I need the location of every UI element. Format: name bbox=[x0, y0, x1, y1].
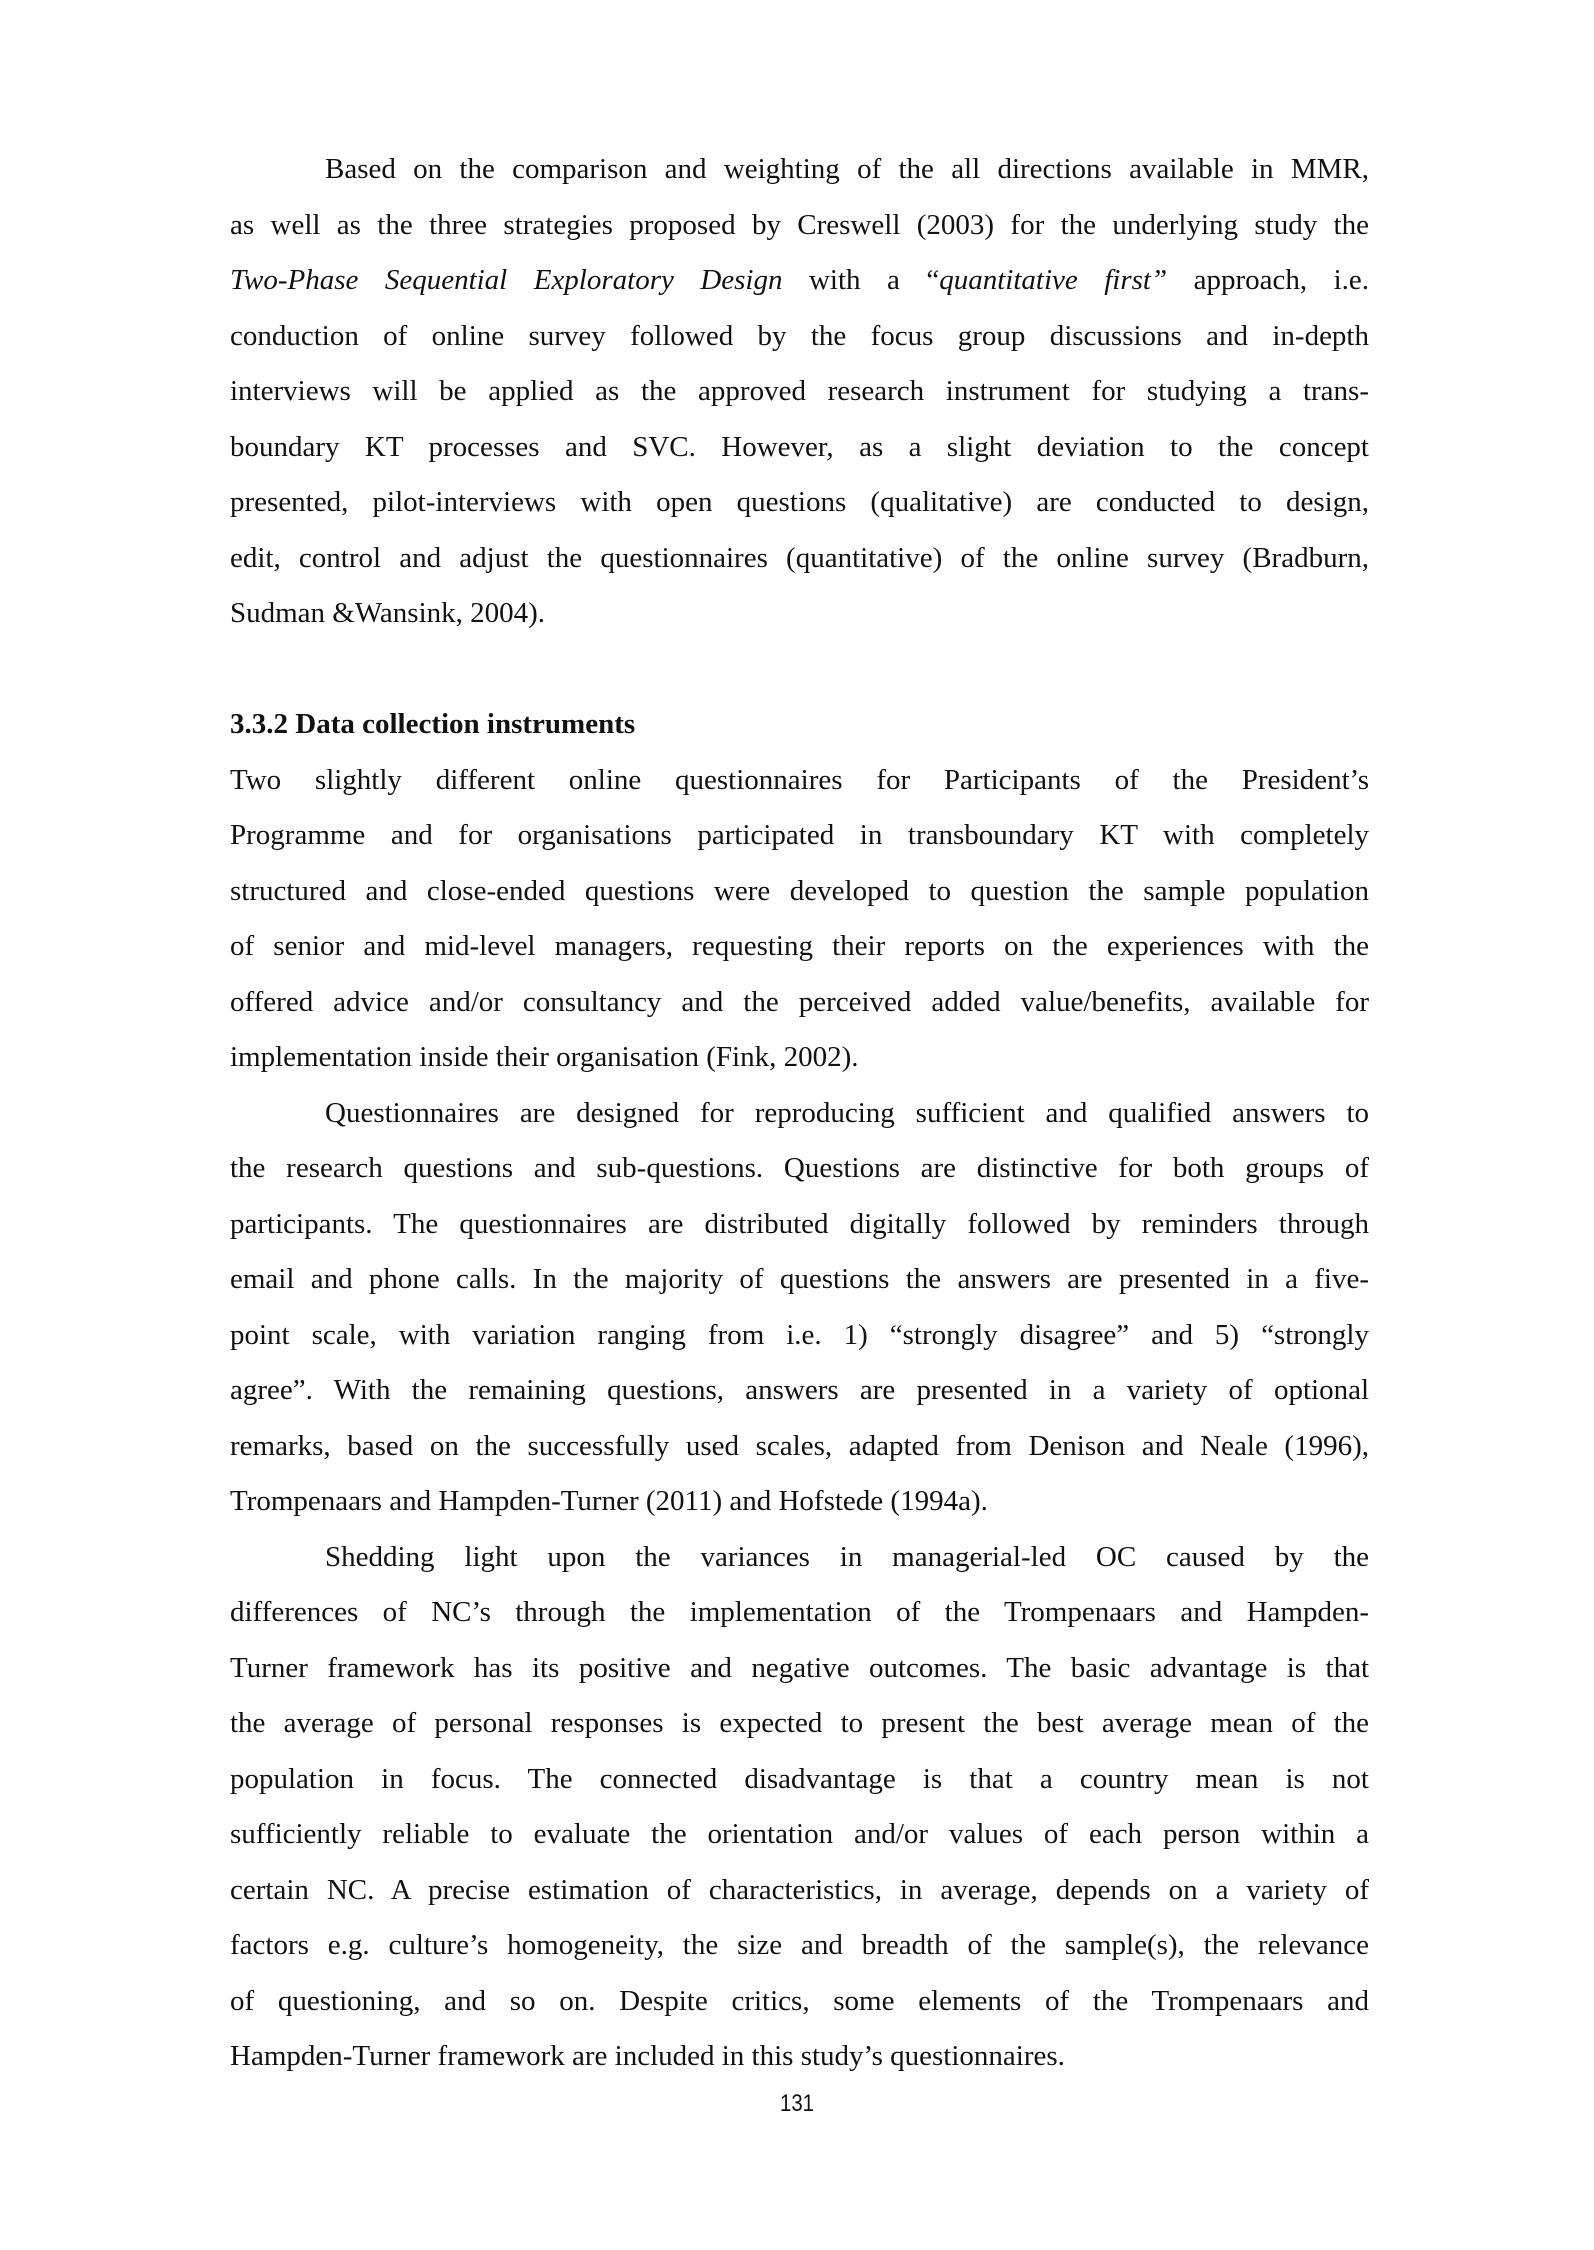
line-text: conduction of online survey followed by the focus group discussions and in-depth bbox=[230, 319, 1369, 352]
section-heading: 3.3.2 Data collection instruments bbox=[230, 707, 636, 740]
line-text: Hampden-Turner framework are included in this study’s questionnaires. bbox=[230, 2040, 1065, 2073]
paragraph-2-line bbox=[230, 1037, 1369, 1077]
paragraph-4-line bbox=[230, 2036, 1369, 2076]
line-text: structured and close-ended questions were developed to question the sample population bbox=[230, 874, 1369, 907]
line-text: Shedding light upon the variances in managerial-led OC caused by the bbox=[325, 1540, 1369, 1573]
line-text: population in focus. The connected disadvantage is that a country mean is not bbox=[230, 1762, 1369, 1795]
line-text: implementation inside their organisation (Fink, 2002). bbox=[230, 1041, 859, 1074]
paragraph-3-line bbox=[230, 1259, 1369, 1299]
paragraph-4-line bbox=[230, 1981, 1369, 2021]
line-text: presented, pilot-interviews with open questions (qualitative) are conducted to design, bbox=[230, 486, 1369, 519]
paragraph-3-line bbox=[230, 1204, 1369, 1244]
paragraph-1-line bbox=[230, 482, 1369, 522]
line-text: as well as the three strategies proposed by Creswell (2003) for the underlying study the bbox=[230, 208, 1369, 241]
line-text: the research questions and sub-questions. Questions are distinctive for both groups of bbox=[230, 1152, 1369, 1185]
paragraph-1-line bbox=[230, 593, 1369, 633]
line-text: interviews will be applied as the approved research instrument for studying a trans- bbox=[230, 375, 1369, 408]
line-text: offered advice and/or consultancy and the perceived added value/benefits, available for bbox=[230, 985, 1369, 1018]
paragraph-4-line bbox=[230, 1648, 1369, 1688]
line-text: Based on the comparison and weighting of the all directions available in MMR, bbox=[325, 153, 1369, 186]
paragraph-2-line bbox=[230, 760, 1369, 800]
line-text: of senior and mid-level managers, requesting their reports on the experiences with the bbox=[230, 930, 1369, 963]
paragraph-1-line bbox=[230, 260, 1369, 300]
paragraph-4-line bbox=[230, 1814, 1369, 1854]
paragraph-2-line bbox=[230, 926, 1369, 966]
line-text: Questionnaires are designed for reproducing sufficient and qualified answers to bbox=[325, 1096, 1369, 1129]
paragraph-4-line bbox=[230, 1537, 1369, 1577]
italic-text: Two-Phase Sequential Exploratory Design bbox=[230, 264, 783, 297]
paragraph-1-line bbox=[230, 371, 1369, 411]
line-text: boundary KT processes and SVC. However, as a slight deviation to the concept bbox=[230, 430, 1369, 463]
line-text bbox=[230, 264, 1369, 296]
paragraph-1-line bbox=[230, 538, 1369, 578]
page-number: 131 bbox=[779, 2090, 815, 2117]
paragraph-1-line bbox=[230, 316, 1369, 356]
line-text: remarks, based on the successfully used scales, adapted from Denison and Neale (1996), bbox=[230, 1429, 1369, 1462]
line-text: edit, control and adjust the questionnaires (quantitative) of the online survey (Bradburn, bbox=[230, 541, 1369, 574]
paragraph-1-line bbox=[230, 427, 1369, 467]
line-text: of questioning, and so on. Despite critics, some elements of the Trompenaars and bbox=[230, 1984, 1369, 2017]
line-text: Trompenaars and Hampden-Turner (2011) and Hofstede (1994a). bbox=[230, 1485, 988, 1518]
line-text: the average of personal responses is expected to present the best average mean of the bbox=[230, 1707, 1369, 1740]
text-run: with a “ bbox=[782, 264, 940, 297]
line-text: agree”. With the remaining questions, answers are presented in a variety of optional bbox=[230, 1374, 1369, 1407]
line-text: Turner framework has its positive and negative outcomes. The basic advantage is that bbox=[230, 1651, 1369, 1684]
paragraph-3-line bbox=[230, 1315, 1369, 1355]
line-text: Programme and for organisations participated in transboundary KT with completely bbox=[230, 819, 1369, 852]
line-text: certain NC. A precise estimation of characteristics, in average, depends on a variety of bbox=[230, 1873, 1369, 1906]
paragraph-1-line bbox=[230, 205, 1369, 245]
paragraph-4-line bbox=[230, 1759, 1369, 1799]
paragraph-2-line bbox=[230, 982, 1369, 1022]
line-text: participants. The questionnaires are distributed digitally followed by reminders through bbox=[230, 1207, 1369, 1240]
paragraph-4-line bbox=[230, 1870, 1369, 1910]
paragraph-3-line bbox=[230, 1370, 1369, 1410]
line-text: sufficiently reliable to evaluate the orientation and/or values of each person within a bbox=[230, 1818, 1369, 1851]
paragraph-4-line bbox=[230, 1703, 1369, 1743]
line-text: factors e.g. culture’s homogeneity, the size and breadth of the sample(s), the relevance bbox=[230, 1929, 1369, 1962]
paragraph-2-line bbox=[230, 871, 1369, 911]
paragraph-3-line bbox=[230, 1426, 1369, 1466]
line-text: Sudman &Wansink, 2004). bbox=[230, 597, 546, 630]
paragraph-3-line bbox=[230, 1481, 1369, 1521]
text-run: approach, i.e. bbox=[1167, 264, 1369, 297]
line-text: differences of NC’s through the implementation of the Trompenaars and Hampden- bbox=[230, 1596, 1369, 1629]
paragraph-4-line bbox=[230, 1592, 1369, 1632]
line-text: Two slightly different online questionnaires for Participants of the President’s bbox=[230, 763, 1369, 796]
paragraph-3-line bbox=[230, 1093, 1369, 1133]
paragraph-2-line bbox=[230, 815, 1369, 855]
paragraph-4-line bbox=[230, 1925, 1369, 1965]
line-text: email and phone calls. In the majority of questions the answers are presented in a five- bbox=[230, 1263, 1369, 1296]
line-text: point scale, with variation ranging from i.e. 1) “strongly disagree” and 5) “strongly bbox=[230, 1318, 1369, 1351]
paragraph-3-line bbox=[230, 1148, 1369, 1188]
italic-text: quantitative first” bbox=[939, 264, 1168, 297]
paragraph-1-line bbox=[230, 149, 1369, 189]
